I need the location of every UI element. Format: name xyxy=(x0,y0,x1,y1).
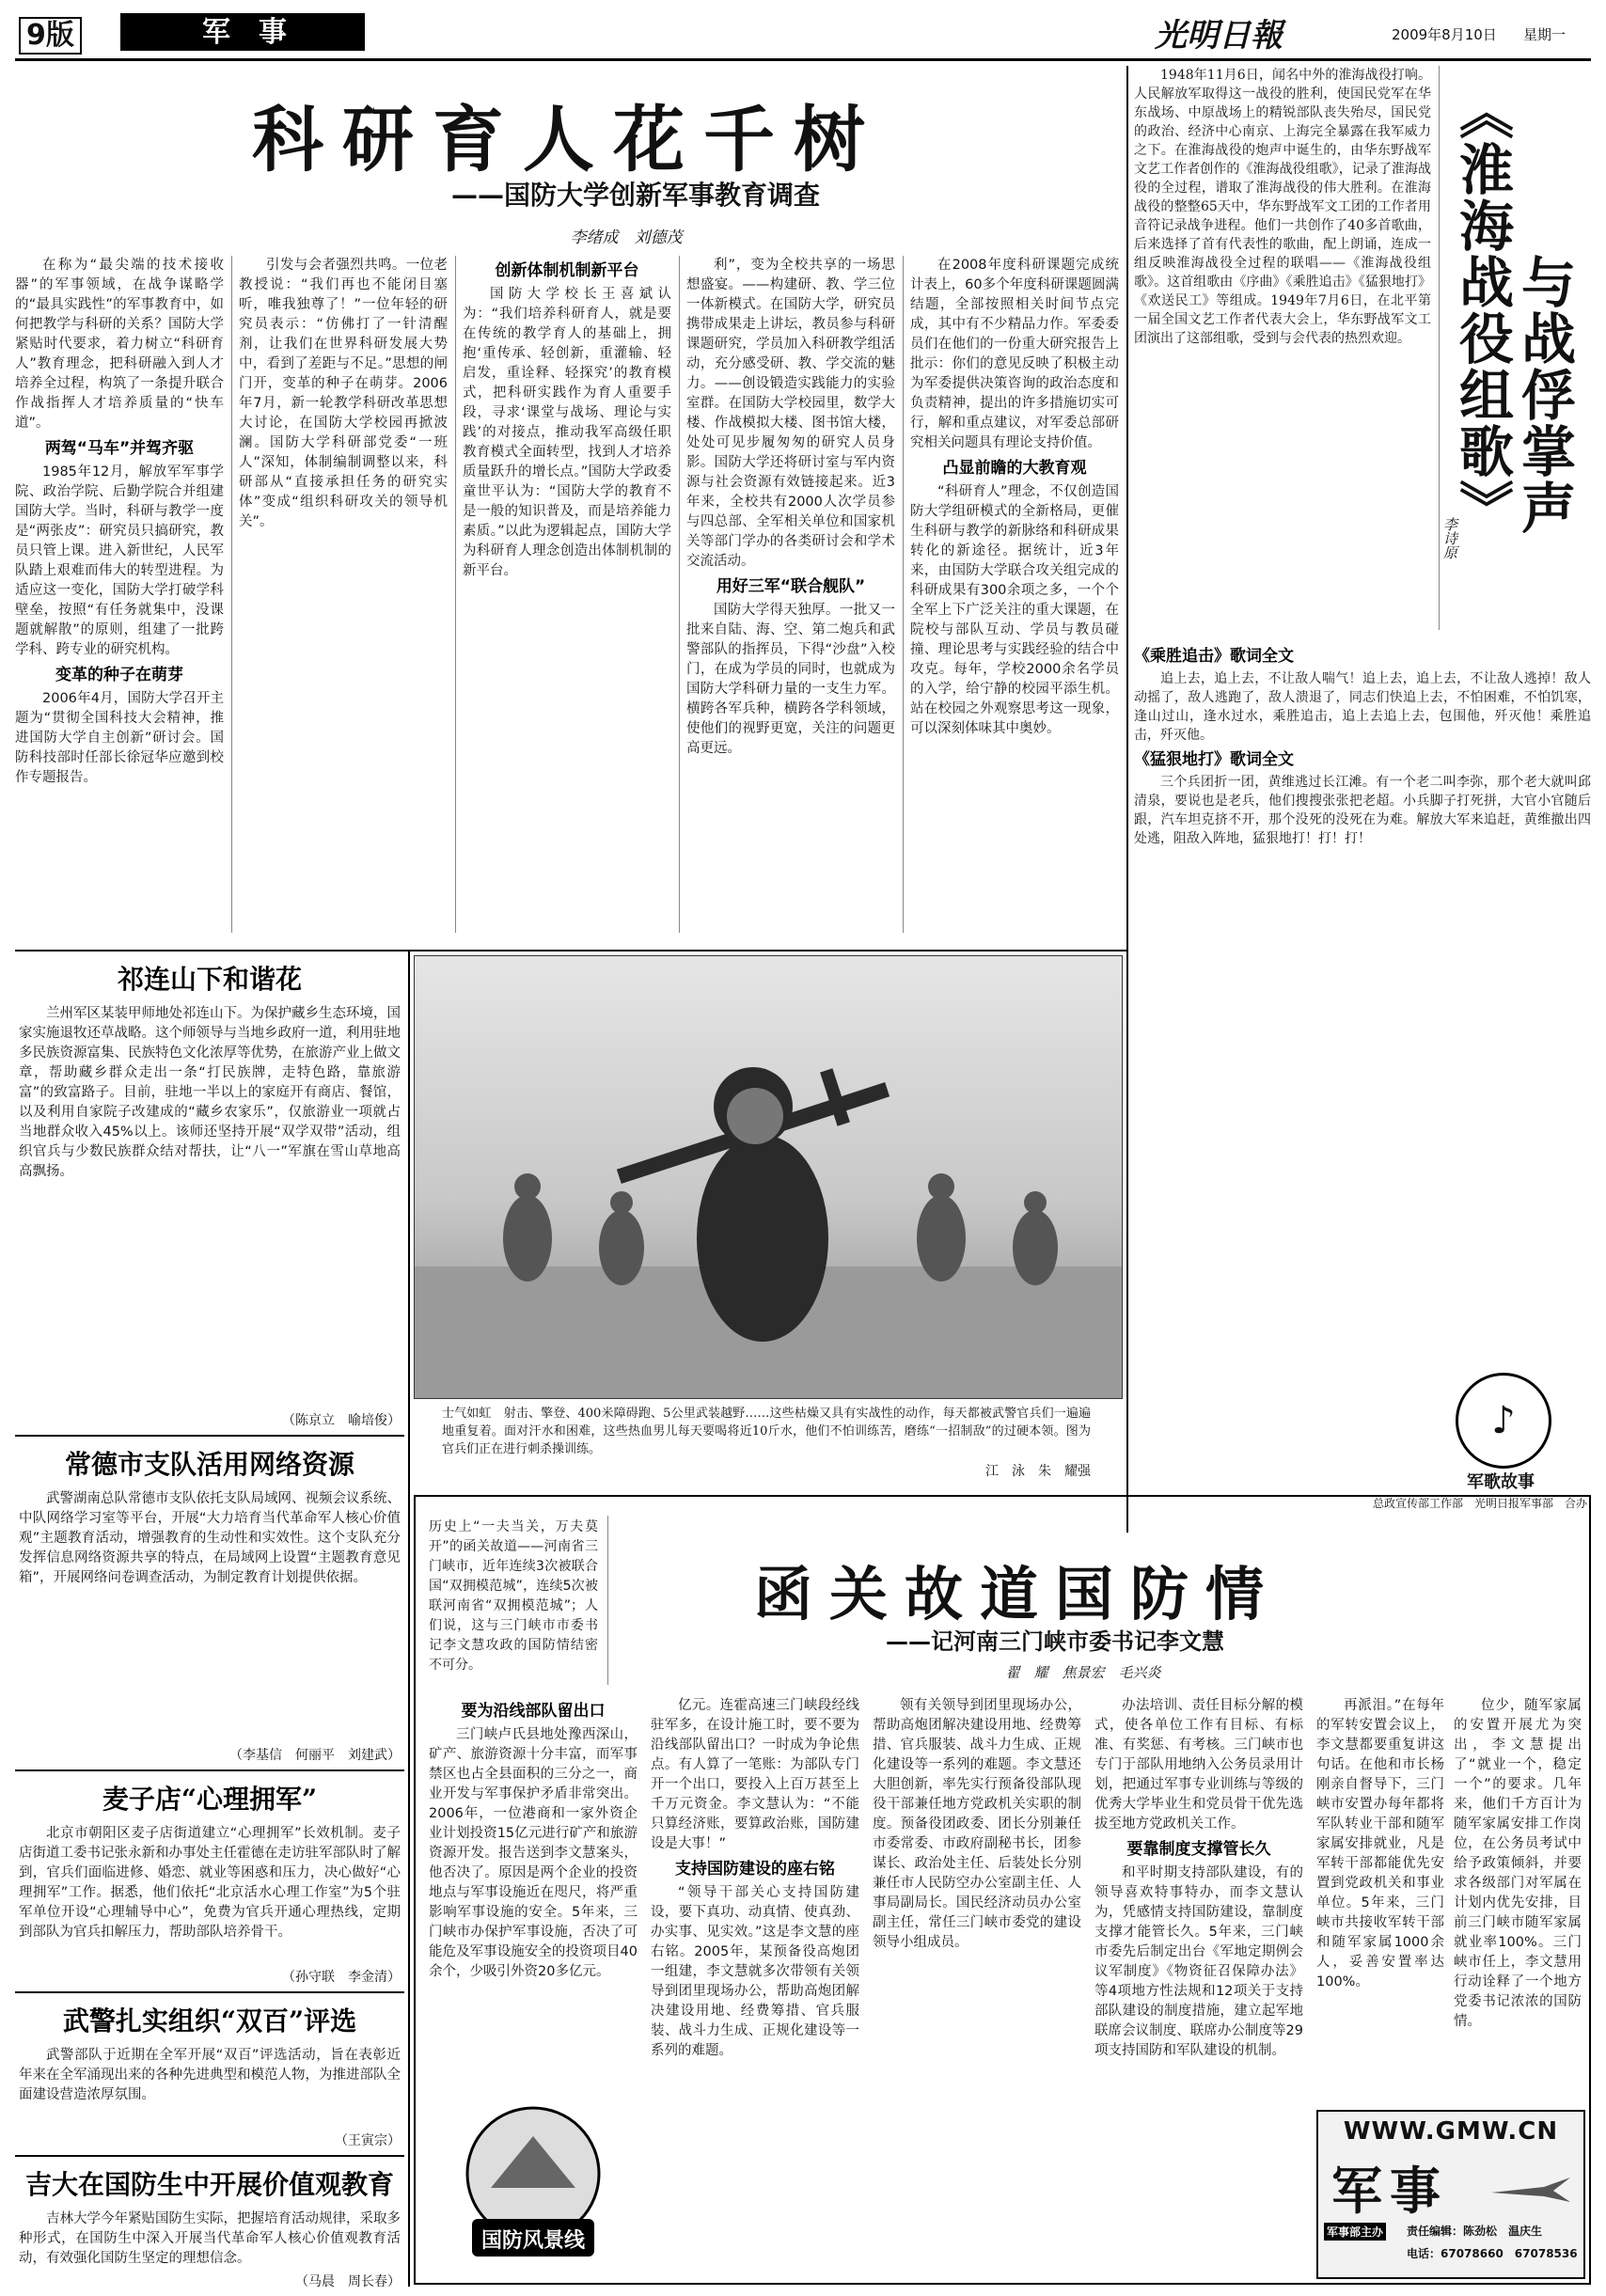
lead-column-5: 在2008年度科研课题完成统计表上，60多个年度科研课题圆满结题，全部按照相关时间节点完成，其中有不少精品力作。军委委员们在他们的一份重大研究报告上批示：你们的意见反映了积极主动为军委提供决策咨询的政治态度和负责精神，提出的许多措施切实可行，解和重点建议，对军委总部研究相关问题具有理论支持价值。 凸显前瞻的大教育观 “科研育人”理念，不仅创造国防大学组研模式的全新格局，更催生科研与教学的新脉络和科研成果转化的新途径。据统计，近3年来，由国防大学联合攻关组完成的科研成果有300余项之多，一个个全军上下广泛关注的重大课题，在院校与部队互动、学员与教员碰撞、理论思考与实践经验的结合中攻克。每年，学校2000余名学员的入学，给宁静的校园平添生机。站在校园之外观察思考这一现象，可以深刻体味其中奥妙。 xyxy=(910,258,1119,736)
feature-title: 函关故道国防情 xyxy=(753,1560,1281,1628)
footer-box xyxy=(1316,2110,1585,2279)
lead-column-2: 引发与会者强烈共鸣。一位老教授说：“我们再也不能闭目塞听，唯我独尊了！”一位年轻的研究员表示：“仿佛打了一针清醒剂，让我们在世界科研发展大势中，看到了差距与不足。”思想的闸门开，变革的种子在萌芽。2006年7月，新一轮教学科研改革思想大讨论，在国防大学校园再掀波澜。国防大学科研部党委“一班人”深知，体制编制调整以来，科研部从“直接承担任务的研究实体”变成“组织科研攻关的领导机关”。 xyxy=(239,258,448,529)
lead-authors: 李绪成 刘德茂 xyxy=(570,228,683,247)
news-title: 祁连山下和谐花 xyxy=(117,964,302,995)
lead-article xyxy=(15,66,1121,950)
defense-badge-label: 国防风景线 xyxy=(480,2229,585,2253)
news-title: 麦子店“心理拥军” xyxy=(102,1784,318,1815)
footer-editor: 责任编辑：陈劲松 温庆生 xyxy=(1407,2225,1543,2238)
song-article xyxy=(1134,66,1591,1533)
feature-column-3: 领有关领导到团里现场办公，帮助高炮团解决建设用地、经费筹措、官兵服装、战斗力生成、正规化建设等一系列的难题。李文慧还大胆创新，率先实行预备役部队现役干部兼任地方党政机关实职的制度。预备役团政委、团长分别兼任市委常委、市政府副秘书长，团参谋长、政治处主任、后装处长分别兼任市人民防空办公室副主任、人事局副局长。国民经济动员办公室副主任，常任三门峡市委党的建设领导小组成员。 xyxy=(873,1698,1081,1950)
feature-subhead-2: 支持国防建设的座右铭 xyxy=(675,1860,835,1879)
issue-weekday: 星期一 xyxy=(1523,26,1567,43)
feature-column-6: 位少，随军家属的安置开展尤为突出，李文慧提出了“就业一个，稳定一个”的要求。几年来，他们千方百计为随军家属安排工作岗位，在公务员考试中给予政策倾斜，并要求各级部门对军属在计划内优先安排，目前三门峡市随军家属就业率100%。三门峡市任上，李文慧用行动诠释了一个地方党委书记浓浓的国防情。 xyxy=(1454,1698,1582,2029)
photo-caption: 士气如虹 射击、擎登、400米障碍跑、5公里武装越野……这些枯燥又具有实战性的动作，每天都被武警官兵们一遍遍地重复着。面对汗水和困难，这些热血男儿每天要喝将近10斤水，他们不怕训练苦，磨练“一招制敌”的过硬本领。图为官兵们正在进行刺杀操训练。 xyxy=(442,1407,1091,1456)
news-title: 武警扎实组织“双百”评选 xyxy=(62,2005,357,2037)
news-title: 吉大在国防生中开展价值观教育 xyxy=(24,2169,394,2200)
page-number: 9版 xyxy=(19,17,82,55)
lead-column-3: 创新体制机制新平台 国防大学校长王喜斌认为：“我们培养科研育人，就是要在传统的教学育人的基础上，拥抱‘重传承、轻创新，重灌输、轻启发，重诠释、轻探究’的教育模式，把科研实践作为育人重要手段，寻求‘课堂与战场、理论与实践’的对接点，推动我军高级任职教育模式全面转型，找到人才培养质量跃升的增长点。”国防大学政委童世平认为：“国防大学的教育不是一般的知识普及，而是培养能力素质。”以此为逻辑起点，国防大学为科研育人理念创造出体制机制的新平台。 xyxy=(463,261,671,578)
footer-chief: 军事部主办 xyxy=(1324,2223,1386,2241)
section-label: 军 事 xyxy=(202,16,287,49)
news-item: 武警扎实组织“双百”评选 武警部队于近期在全军开展“双百”评选活动，旨在表彰近年来在全军涌现出来的各种先进典型和模范人物，为推进部队全面建设营造浓厚氛围。 （王寅宗） xyxy=(15,1993,404,2157)
news-title: 常德市支队活用网络资源 xyxy=(64,1449,354,1480)
song-title-line-2: 与战俘掌声 xyxy=(1512,254,1576,536)
lead-column-4: 利”，变为全校共享的一场思想盛宴。——构建研、教、学三位一体新模式。在国防大学，研究员携带成果走上讲坛，教员参与科研课题研究，学员加入科研教学组活动，充分感受研、教、学交流的魅力。——创设锻造实践能力的实验室群。在国防大学校园里，数学大楼、作战模拟大楼、图书馆大楼，处处可见步履匆匆的研究人员身影。国防大学还将研讨室与军内资源与社会资源有效链接起来。近3年来，全校共有2000人次学员参与四总部、全军相关单位和国家机关等部门学办的各类研讨会和学术交流活动。 用好三军“联合舰队” 国防大学得天独厚。一批又一批来自陆、海、空、第二炮兵和武警部队的指挥员，下得“沙盘”入校门，在成为学员的同时，也就成为国防大学科研力量的一支生力军。横跨各军兵种，横跨各学科领域，使他们的视野更宽，关注的问题更高更远。 xyxy=(686,258,895,756)
issue-date: 2009年8月10日 xyxy=(1392,26,1497,43)
footer-phone: 电话：67078660 67078536 xyxy=(1407,2247,1578,2260)
song-body: 1948年11月6日，闻名中外的淮海战役打响。人民解放军取得这一战役的胜利，使国民党军在华东战场、中原战场上的精锐部队丧失殆尽，国民党的政治、经济中心南京、上海完全暴露在我军威力之下。在淮海战役的炮声中诞生的，由华东野战军文艺工作者创作的《淮海战役组歌》，记录了淮海战役的全过程，谱取了淮海战役的伟大胜利。在淮海战役的整整65天中，华东野战军文工团的工作者用音符记录战争进程。他们一共创作了40多首歌曲，后来选择了首有代表性的歌曲，配上朗诵，连成一组反映淮海战役全过程的联唱——《淮海战役组歌》。这首组歌由《序曲》《乘胜追击》《猛狠地打》《欢送民工》等组成。1949年7月6日，在北平第一届全国文艺工作者代表大会上，华东野战军文工团演出了这部组歌，受到与会代表的热烈欢迎。 xyxy=(1134,68,1431,346)
news-column xyxy=(15,951,404,2287)
song-story-badge xyxy=(1456,1373,1551,1469)
site-url[interactable]: WWW.GMW.CN xyxy=(1343,2117,1559,2146)
news-item: 祁连山下和谐花 兰州军区某装甲师地处祁连山下。为保护藏乡生态环境，国家实施退牧还草战略。这个师领导与当地乡政府一道，利用驻地多民族资源富集、民族特色文化浓厚等优势，在旅游产业上做文章，帮助藏乡群众走出一条“打民族牌，走特色路，靠旅游富”的致富路子。目前，驻地一半以上的家庭开有商店、餐馆，以及利用自家院子改建成的“藏乡农家乐”，仅旅游业一项就占当地群众收入45%以上。该师还坚持开展“双学双带”活动，组织官兵与少数民族群众结对帮扶，让“八一”军旗在雪山草地高高飘扬。 （陈京立 喻培俊） xyxy=(15,951,404,1437)
lead-subhead-1: 两驾“马车”并驾齐驱 xyxy=(44,439,195,458)
lead-subhead-3: 创新体制机制新平台 xyxy=(495,261,639,280)
news-item: 吉大在国防生中开展价值观教育 吉林大学今年紧贴国防生实际，把握培育活动规律，采取多种形式，在国防生中深入开展当代革命军人核心价值观教育活动，有效强化国防生坚定的理想信念。 （马晨 周长春） xyxy=(15,2157,404,2296)
news-item: 常德市支队活用网络资源 武警湖南总队常德市支队依托支队局域网、视频会议系统、中队网络学习室等平台，开展“大力培育当代革命军人核心价值观”主题教育活动，增强教育的生动性和实效性。这个支队充分发挥信息网络资源共享的特点，在局域网上设置“主题教育意见箱”，开展网络问卷调查活动，为制定教育计划提供依据。 （李基信 何丽平 刘建武） xyxy=(15,1437,404,1771)
song-story-note: 总政宣传部工作部 光明日报军事部 合办 xyxy=(1372,1497,1587,1510)
music-note-icon: ♪ xyxy=(1491,1399,1516,1442)
song-title-line-1: 《淮海战役组歌》 xyxy=(1450,85,1514,536)
song-lyrics: 《乘胜追击》歌词全文 追上去，追上去，不让敌人喘气！追上去，追上去，不让敌人逃掉！敌人动摇了，敌人逃跑了，敌人溃退了，同志们快追上去，不怕困难，不怕饥寒，逢山过山，逢水过水，乘胜追击，追上去追上去，包围他，歼灭他！乘胜追击，歼灭他。 《猛狠地打》歌词全文 三个兵团折一团，黄维逃过长江滩。有一个老二叫李弥，那个老大就叫邱清泉，要说也是老兵，他们搜搜张张把老超。小兵脚子打死拼，大官小官随后跟，汽车坦克挤不开，那个没死的没死在为难。解放大军来追赶，黄维撤出四处逃，阻敌入阵地，猛狠地打！打！打！ xyxy=(1134,647,1591,846)
masthead xyxy=(0,0,1606,55)
feature-subtitle: ——记河南三门峡市委书记李文慧 xyxy=(886,1628,1224,1655)
paper-name: 光明日報 xyxy=(1155,17,1283,55)
feature-subhead-1: 要为沿线部队留出口 xyxy=(461,1702,606,1721)
training-photo xyxy=(414,955,1123,1399)
feature-authors: 翟 耀 焦景宏 毛兴炎 xyxy=(1005,1664,1161,1681)
song-1-title: 《乘胜追击》歌词全文 xyxy=(1134,647,1294,666)
song-story-label: 军歌故事 xyxy=(1467,1472,1535,1492)
feature-column-1: 要为沿线部队留出口 三门峡卢氏县地处豫西深山，矿产、旅游资源十分丰富，而军事禁区也占全县面积的三分之一，商业开发与军事保护矛盾非常突出。2006年，一位港商和一家外资企业计划投资15亿元进行矿产和旅游资源开发。报告送到李文慧案头，他否决了。原因是两个企业的投资地点与军事设施近在咫尺，将严重影响军事设施的安全。5年来，三门峡市办保护军事设施，否决了可能危及军事设施安全的投资项目40余个，少吸引外资20多亿元。 xyxy=(429,1702,638,1979)
lead-subhead-2: 变革的种子在萌芽 xyxy=(55,666,183,684)
news-item: 麦子店“心理拥军” 北京市朝阳区麦子店街道建立“心理拥军”长效机制。麦子店街道工委书记张永新和办事处主任霍德在走访驻军部队时了解到，官兵们面临进修、婚恋、就业等困惑和压力，决心做好“心理拥军”工作。据悉，他们依托“北京活水心理工作室”为5个驻军单位开设“心理辅导中心”，免费为官兵开通心理热线，定期到部队为官兵扣解压力，帮助部队培养骨干。 （孙守联 李金清） xyxy=(15,1771,404,1993)
fighter-jet-icon xyxy=(1488,2159,1574,2215)
feature-subhead-3: 要靠制度支撑管长久 xyxy=(1126,1840,1271,1859)
feature-intro: 历史上“一夫当关，万夫莫开”的函关故道——河南省三门峡市，近年连续3次被联合国“双拥模范城”，连续5次被联河南省“双拥模范城”；人们说，这与三门峡市市委书记李文慧攻政的国防情结密不可分。 xyxy=(429,1519,598,1673)
feature-article xyxy=(414,1495,1591,2285)
lead-subhead-4: 用好三军“联合舰队” xyxy=(716,577,866,596)
feature-column-2: 亿元。连霍高速三门峡段经线驻军多，在设计施工时，要不要为沿线部队留出口？一时成为争论焦点。有人算了一笔账：为部队专门开一个出口，要投入上百万甚至上千万元资金。李文慧认为：“不能只算经济账，要算政治账，国防建设是大事！” 支持国防建设的座右铭 “领导干部关心支持国防建设，要下真功、动真情、使真劲、办实事、见实效。”这是李文慧的座右铭。2005年，某预备役高炮团一组建，李文慧就多次带领有关领导到团里现场办公，帮助高炮团解决建设用地、经费筹措、官兵服装、战斗力生成、正规化建设等一系列的难题。 xyxy=(651,1698,859,2058)
footer-section: 军事 xyxy=(1331,2161,1448,2221)
lead-title: 科研育人花千树 xyxy=(252,98,884,181)
lead-subhead-5: 凸显前瞻的大教育观 xyxy=(942,459,1087,478)
feature-column-5: 再派泪。”在每年的军转安置会议上，李文慧都要重复讲这句话。在他和市长杨刚亲自督导下，三门峡市安置办每年都将军队转业干部和随军家属安排就业，凡是军转干部都能优先安置到党政机关和事业单位。5年来，三门峡市共接收军转干部和随军家属1000余人，妥善安置率达100%。 xyxy=(1316,1698,1444,1989)
song-2-title: 《猛狠地打》歌词全文 xyxy=(1134,750,1294,769)
photo-credit: 江 泳 朱 耀强 xyxy=(985,1464,1091,1479)
lead-column-1: 在称为“最尖端的技术接收器”的军事领域，在战争谋略学的“最具实践性”的军事教育中，如何把教学与科研的关系？国防大学紧贴时代要求，着力树立“科研育人”教育理念，把科研融入到人才培养全过程，构筑了一条提升联合作战指挥人才培养质量的“快车道”。 两驾“马车”并驾齐驱 1985年12月，解放军军事学院、政治学院、后勤学院合并组建国防大学。当时，科研与教学一度是“两张皮”：研究员只搞研究，教员只管上课。进入新世纪，人民军队踏上艰难而伟大的转型进程。为适应这一变化，国防大学打破学科壁垒，按照“有任务就集中，没课题就解散”的原则，组建了一批跨学科、跨专业的研究机构。 变革的种子在萌芽 2006年4月，国防大学召开主题为“贯彻全国科技大会精神，推进国防大学自主创新”研讨会。国防科技部时任部长徐冠华应邀到校作专题报告。 xyxy=(15,258,224,785)
feature-column-4: 办法培训、责任目标分解的模式，使各单位工作有目标、有标准、有奖惩、有考核。三门峡市也专门于部队用地纳入公务员录用计划，把通过军事专业训练与等级的优秀大学毕业生和党员骨干优先选拔至地方党政机关工作。 要靠制度支撑管长久 和平时期支持部队建设，有的领导喜欢特事特办，而李文慧认为，凭感情支持国防建设，靠制度支撑才能管长久。5年来，三门峡市委先后制定出台《军地定期例会议军制度》《物资征召保障办法》等4项地方性法规和12项关于支持部队建设的制度措施，建立起军地联席会议制度、联席办公制度等29项支持国防和军队建设的机制。 xyxy=(1094,1698,1303,2058)
photo-block xyxy=(414,955,1121,1482)
song-author: 李诗原 xyxy=(1441,517,1458,559)
lead-subtitle: ——国防大学创新军事教育调查 xyxy=(450,180,820,211)
defense-badge xyxy=(434,2099,632,2268)
